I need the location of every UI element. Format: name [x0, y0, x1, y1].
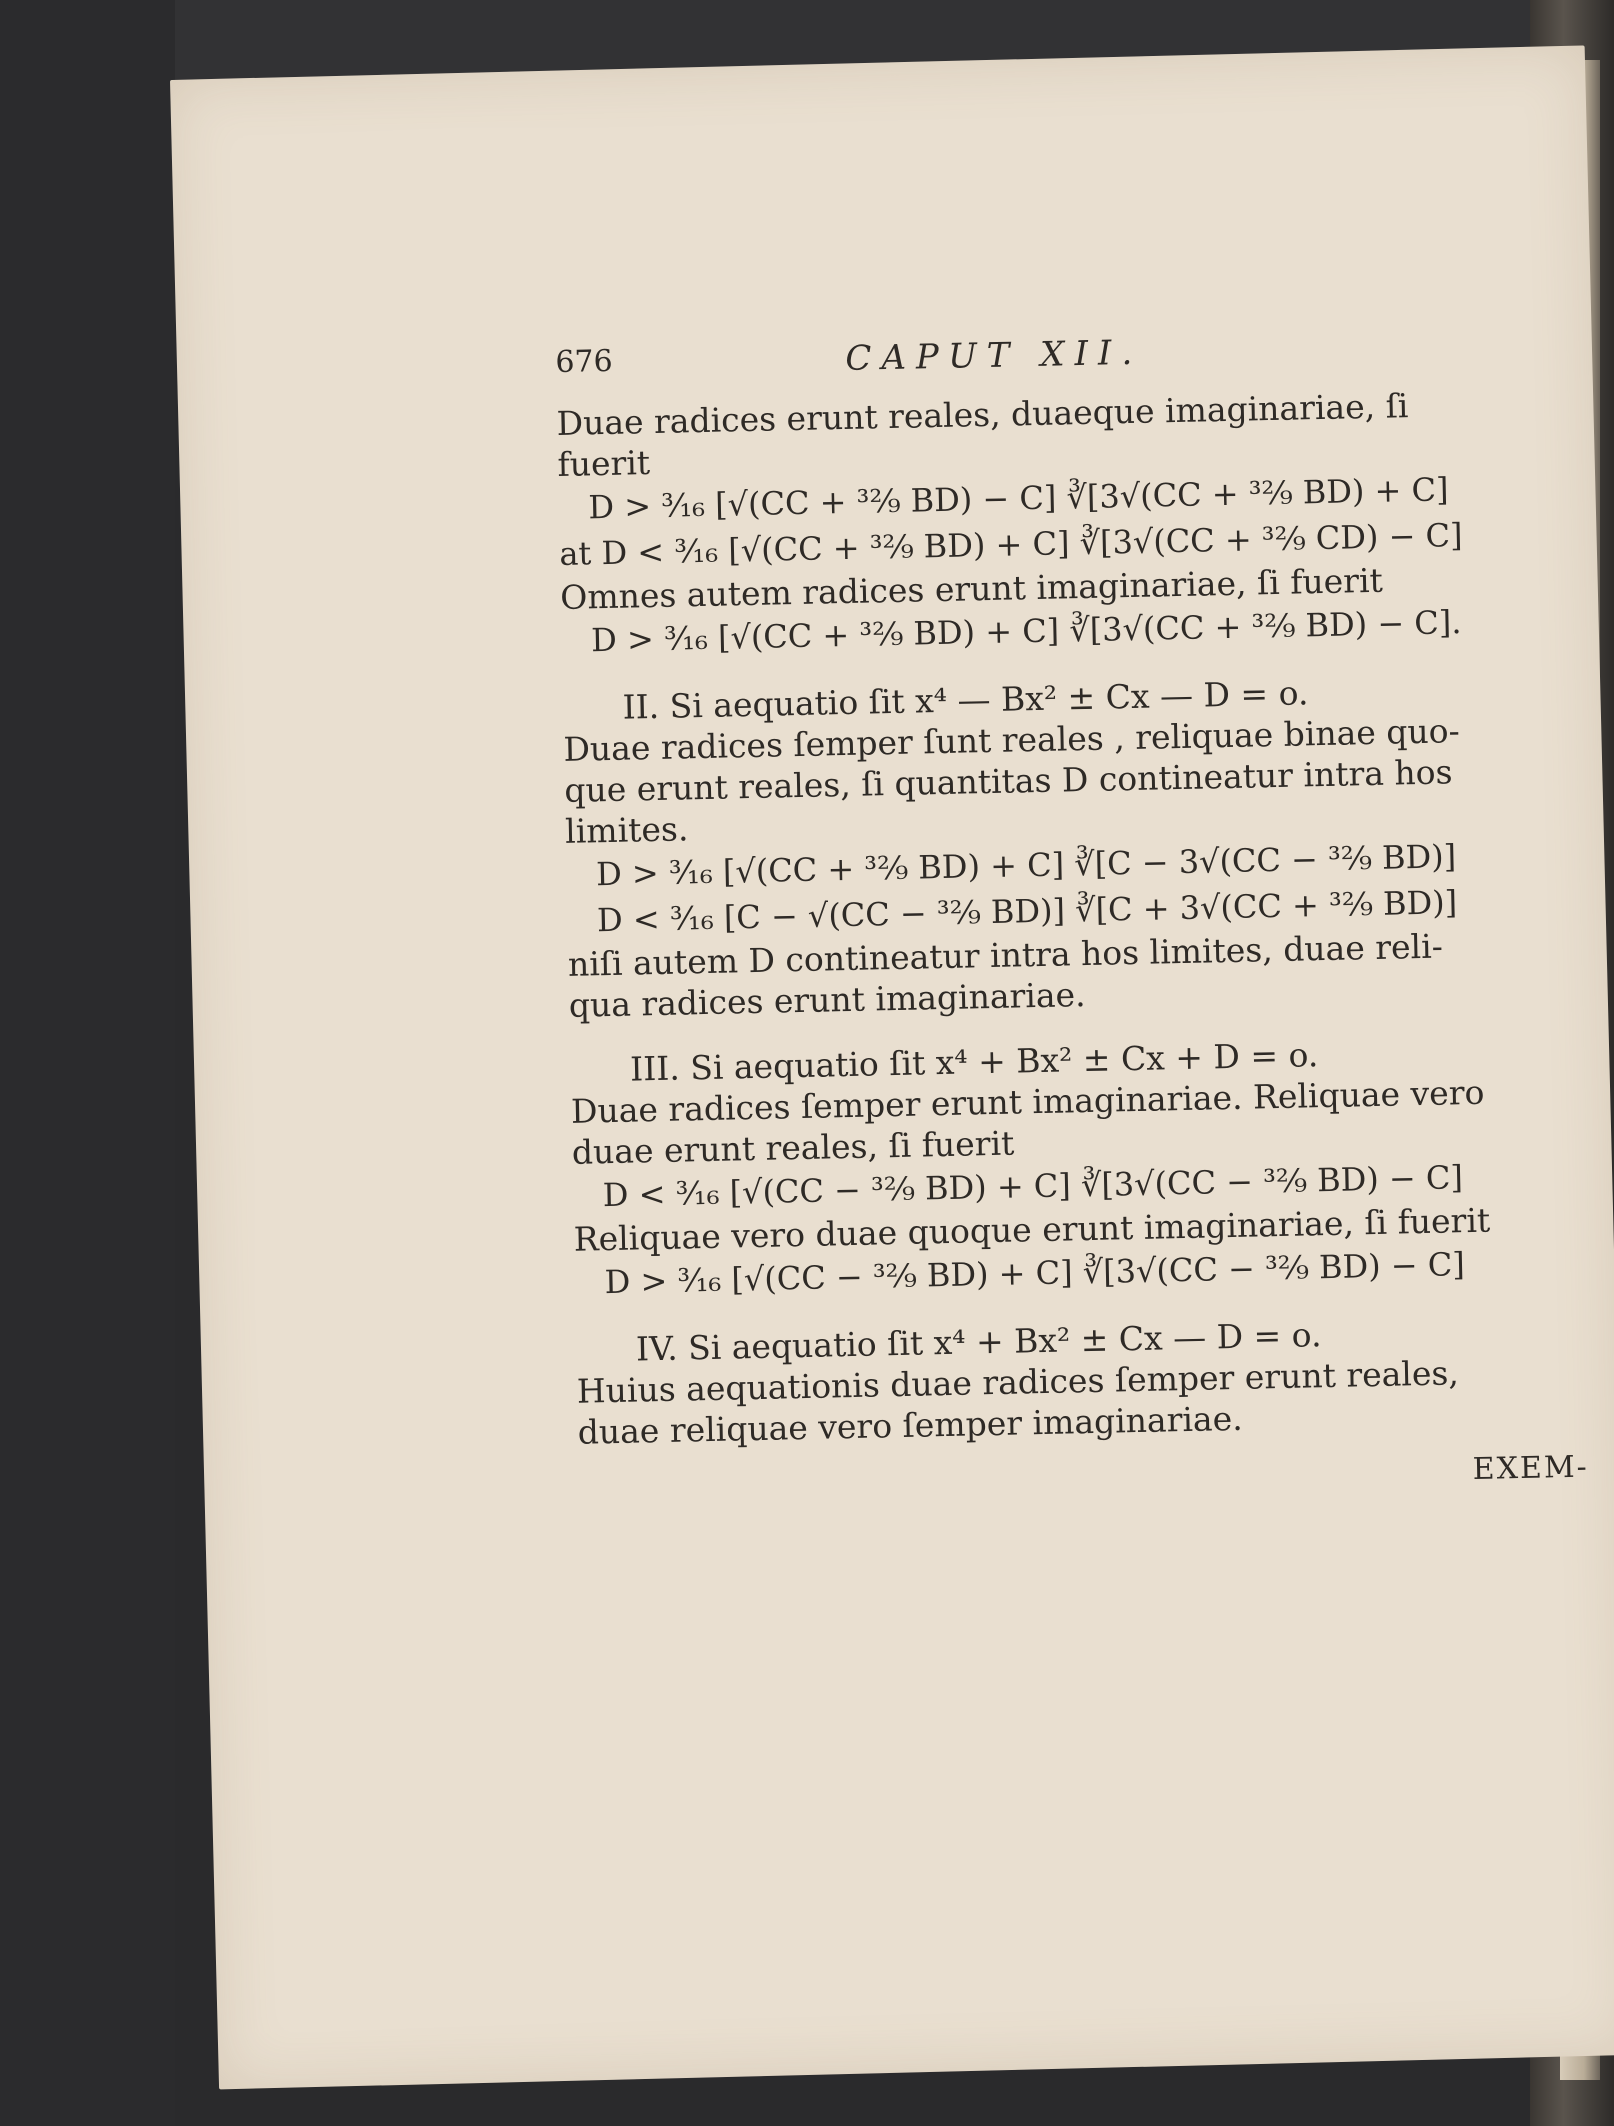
section-heading: IV. Si aequatio ſit x⁴ + Bx² ± Cx — D = o. [635, 1315, 1322, 1369]
text-line: qua radices erunt imaginariae. [568, 975, 1086, 1025]
formula: D > ³⁄₁₆ [√(CC − ³²⁄₉ BD) + C] ∛[3√(CC − ³²⁄₉ BD) − C] [604, 1245, 1466, 1302]
text-line: Duae radices erunt reales, duaeque imaginariae, ſi [556, 386, 1409, 443]
text-line: niſi autem D contineatur intra hos limites, duae reli- [567, 926, 1444, 984]
page-text [555, 326, 1590, 1513]
formula: D < ³⁄₁₆ [C − √(CC − ³²⁄₉ BD)] ∛[C + 3√(CC + ³²⁄₉ BD)] [596, 883, 1458, 940]
text-line: Huius aequationis duae radices ſemper erunt reales, [576, 1353, 1460, 1411]
text-line: Duae radices ſemper ſunt reales , reliquae binae quo- [563, 711, 1461, 769]
formula: D > ³⁄₁₆ [√(CC + ³²⁄₉ BD) + C] ∛[C − 3√(CC − ³²⁄₉ BD)] [595, 837, 1457, 894]
formula: at D < ³⁄₁₆ [√(CC + ³²⁄₉ BD) + C] ∛[3√(CC + ³²⁄₉ CD) − C] [558, 516, 1463, 573]
text-line: que erunt reales, ſi quantitas D contineatur intra hos [563, 752, 1453, 810]
catchword: EXEM- [1472, 1449, 1590, 1488]
formula: D < ³⁄₁₆ [√(CC − ³²⁄₉ BD) + C] ∛[3√(CC − ³²⁄₉ BD) − C] [602, 1158, 1464, 1215]
text-line: fuerit [557, 443, 651, 484]
text-line: Omnes autem radices erunt imaginariae, ſi fuerit [559, 560, 1384, 617]
running-head: CAPUT XII. [844, 332, 1143, 379]
background-left [0, 0, 175, 2126]
section-heading: III. Si aequatio ſit x⁴ + Bx² ± Cx + D = o. [629, 1035, 1319, 1089]
text-line: duae erunt reales, ſi fuerit [571, 1123, 1015, 1172]
formula: D > ³⁄₁₆ [√(CC + ³²⁄₉ BD) + C] ∛[3√(CC + ³²⁄₉ BD) − C]. [590, 603, 1462, 660]
formula: D > ³⁄₁₆ [√(CC + ³²⁄₉ BD) − C] ∛[3√(CC + ³²⁄₉ BD) + C] [588, 470, 1449, 527]
text-line: duae reliquae vero ſemper imaginariae. [577, 1398, 1244, 1452]
text-line: limites. [564, 809, 689, 851]
text-line: Reliquae vero duae quoque erunt imaginariae, ſi fuerit [573, 1200, 1491, 1259]
section-heading: II. Si aequatio ſit x⁴ — Bx² ± Cx — D = o. [622, 673, 1309, 727]
page-number: 676 [555, 343, 613, 380]
text-line: Duae radices ſemper erunt imaginariae. Reliquae vero [570, 1072, 1485, 1131]
